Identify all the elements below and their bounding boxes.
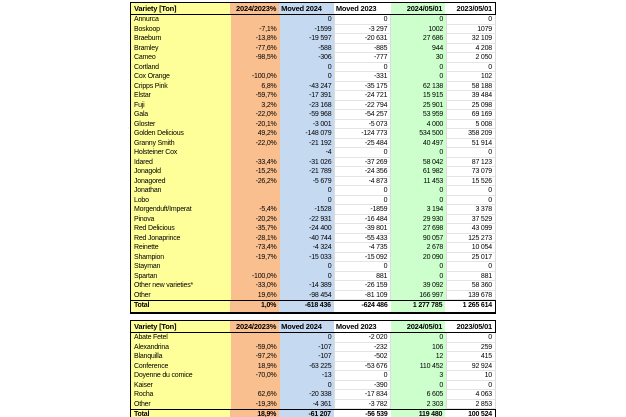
moved-2024-cell[interactable]: -17 391 — [280, 91, 335, 101]
moved-2024-cell[interactable]: -107 — [280, 352, 335, 362]
pct-cell[interactable]: -77,6% — [231, 44, 280, 54]
stock-2024-cell[interactable]: 2 678 — [391, 243, 446, 253]
stock-2024-cell[interactable]: 0 — [391, 272, 446, 282]
table-row — [131, 63, 496, 73]
pears-table-body — [131, 333, 496, 417]
stock-2023-cell[interactable]: 37 529 — [446, 215, 496, 225]
variety-cell[interactable]: Rocha — [131, 390, 231, 400]
moved-2023-cell[interactable]: -24 721 — [334, 91, 391, 101]
variety-cell[interactable]: Jonagold — [131, 167, 231, 177]
stock-2024-cell[interactable]: 106 — [391, 343, 446, 353]
pct-cell[interactable]: -26,2% — [231, 177, 280, 187]
variety-cell[interactable]: Conference — [131, 362, 231, 372]
stock-2023-cell[interactable]: 10 — [446, 371, 496, 381]
pct-cell[interactable]: -100,0% — [231, 72, 280, 82]
moved-2024-cell[interactable]: 0 — [280, 186, 335, 196]
apples-table-body — [131, 15, 496, 314]
stock-2024-cell[interactable]: 0 — [391, 196, 446, 206]
variety-cell[interactable]: Kaiser — [131, 381, 231, 391]
moved-2024-cell[interactable]: -15 033 — [280, 253, 335, 263]
variety-cell[interactable]: Reinette — [131, 243, 231, 253]
moved-2024-cell[interactable]: -14 389 — [280, 281, 335, 291]
moved-2023-cell[interactable]: -1859 — [334, 205, 391, 215]
stock-2024-cell[interactable]: 4 000 — [391, 120, 446, 130]
table-row — [131, 110, 496, 120]
pct-cell[interactable]: -59,0% — [231, 343, 280, 353]
table-row — [131, 362, 496, 372]
pct-cell[interactable] — [231, 381, 280, 391]
moved-2023-cell[interactable]: -55 433 — [334, 234, 391, 244]
variety-cell[interactable]: Bramley — [131, 44, 231, 54]
moved-2023-cell[interactable]: -56 539 — [334, 410, 391, 417]
stock-2024-cell[interactable]: 3 — [391, 371, 446, 381]
table-row — [131, 101, 496, 111]
col-header-2024-05-01[interactable]: 2024/05/01 — [391, 321, 446, 332]
moved-2024-cell[interactable]: -21 789 — [280, 167, 335, 177]
variety-cell[interactable]: Annurca — [131, 15, 231, 25]
stock-2023-cell[interactable]: 1 265 614 — [445, 301, 495, 312]
stock-2024-cell[interactable]: 20 090 — [391, 253, 446, 263]
variety-cell[interactable]: Morgenduft/Imperat — [131, 205, 231, 215]
moved-2024-cell[interactable]: -98 454 — [280, 291, 335, 301]
moved-2023-cell[interactable]: -4 873 — [334, 177, 391, 187]
pct-cell[interactable]: -13,8% — [231, 34, 280, 44]
pct-cell[interactable]: 3,2% — [231, 101, 280, 111]
moved-2024-cell[interactable]: -19 597 — [280, 34, 335, 44]
col-header-moved-2023[interactable]: Moved 2023 — [334, 3, 391, 14]
stock-2023-cell[interactable]: 259 — [446, 343, 496, 353]
stock-2024-cell[interactable]: 30 — [391, 53, 446, 63]
stock-2024-cell[interactable]: 62 138 — [391, 82, 446, 92]
variety-cell[interactable]: Doyenne du comice — [131, 371, 231, 381]
stock-2023-cell[interactable]: 0 — [446, 381, 496, 391]
variety-cell[interactable]: Other — [131, 400, 231, 410]
stock-2024-cell[interactable]: 534 500 — [391, 129, 446, 139]
variety-cell[interactable]: Pinova — [131, 215, 231, 225]
col-header-moved-2024[interactable]: Moved 2024 — [279, 321, 334, 332]
table-row — [131, 400, 496, 410]
stock-2024-cell[interactable]: 27 698 — [391, 224, 446, 234]
variety-cell[interactable]: Other — [131, 291, 231, 301]
stock-2023-cell[interactable]: 1079 — [446, 25, 496, 35]
table-row — [131, 234, 496, 244]
stock-2023-cell[interactable]: 92 924 — [446, 362, 496, 372]
variety-cell[interactable]: Lobo — [131, 196, 231, 206]
variety-cell[interactable]: Other new varieties* — [131, 281, 231, 291]
stock-2023-cell[interactable]: 139 678 — [446, 291, 496, 301]
stock-2023-cell[interactable]: 102 — [446, 72, 496, 82]
col-header-2023-05-01[interactable]: 2023/05/01 — [445, 321, 495, 332]
stock-2023-cell[interactable]: 5 008 — [446, 120, 496, 130]
stock-2024-cell[interactable]: 15 915 — [391, 91, 446, 101]
pct-cell[interactable]: -22,0% — [231, 139, 280, 149]
pct-cell[interactable]: -20,1% — [231, 120, 280, 130]
stock-2023-cell[interactable]: 39 484 — [446, 91, 496, 101]
stock-2024-cell[interactable]: 27 686 — [391, 34, 446, 44]
variety-cell[interactable]: Stayman — [131, 262, 231, 272]
moved-2024-cell[interactable]: -107 — [280, 343, 335, 353]
moved-2023-cell[interactable]: -15 092 — [334, 253, 391, 263]
variety-cell[interactable]: Blanquilla — [131, 352, 231, 362]
moved-2023-cell[interactable]: -17 834 — [334, 390, 391, 400]
stock-2024-cell[interactable]: 90 057 — [391, 234, 446, 244]
moved-2024-cell[interactable]: -43 247 — [280, 82, 335, 92]
stock-2023-cell[interactable]: 25 017 — [446, 253, 496, 263]
stock-2024-cell[interactable]: 61 982 — [391, 167, 446, 177]
stock-2023-cell[interactable]: 43 099 — [446, 224, 496, 234]
table-row — [131, 186, 496, 196]
table-row — [131, 72, 496, 82]
variety-cell[interactable]: Alexandrina — [131, 343, 231, 353]
col-header-variety[interactable]: Variety [Ton] — [131, 3, 230, 14]
stock-2024-cell[interactable]: 29 930 — [391, 215, 446, 225]
moved-2024-cell[interactable]: 0 — [280, 63, 335, 73]
moved-2024-cell[interactable]: -40 744 — [280, 234, 335, 244]
table-row — [131, 352, 496, 362]
pct-cell[interactable]: -33,4% — [231, 158, 280, 168]
variety-cell[interactable]: Idared — [131, 158, 231, 168]
variety-cell[interactable]: Elstar — [131, 91, 231, 101]
moved-2024-cell[interactable]: -61 207 — [279, 410, 334, 417]
moved-2024-cell[interactable]: -1528 — [280, 205, 335, 215]
apples-header-row — [131, 2, 496, 15]
moved-2023-cell[interactable]: 0 — [334, 148, 391, 158]
moved-2024-cell[interactable]: 0 — [280, 262, 335, 272]
variety-cell[interactable]: Braeburn — [131, 34, 231, 44]
stock-2023-cell[interactable]: 0 — [446, 186, 496, 196]
table-row — [131, 167, 496, 177]
pct-cell[interactable]: -19,3% — [231, 400, 280, 410]
stock-2024-cell[interactable]: 3 194 — [391, 205, 446, 215]
pct-cell[interactable]: -15,2% — [231, 167, 280, 177]
moved-2023-cell[interactable]: -5 073 — [334, 120, 391, 130]
moved-2023-cell[interactable]: 0 — [334, 15, 391, 25]
moved-2023-cell[interactable]: -3 782 — [334, 400, 391, 410]
moved-2023-cell[interactable]: -331 — [334, 72, 391, 82]
moved-2024-cell[interactable]: -3 001 — [280, 120, 335, 130]
moved-2023-cell[interactable]: -39 801 — [334, 224, 391, 234]
table-row — [131, 34, 496, 44]
table-row — [131, 333, 496, 343]
table-row — [131, 148, 496, 158]
pct-cell[interactable]: -73,4% — [231, 243, 280, 253]
stock-2023-cell[interactable]: 415 — [446, 352, 496, 362]
variety-cell[interactable]: Jonagored — [131, 177, 231, 187]
stock-2024-cell[interactable]: 0 — [391, 262, 446, 272]
variety-cell[interactable]: Cameo — [131, 53, 231, 63]
pct-cell[interactable]: -98,5% — [231, 53, 280, 63]
stock-2023-cell[interactable]: 125 273 — [446, 234, 496, 244]
stock-2024-cell[interactable]: 2 303 — [391, 400, 446, 410]
moved-2024-cell[interactable]: 0 — [280, 15, 335, 25]
pct-cell[interactable] — [231, 63, 280, 73]
variety-cell[interactable]: Total — [131, 301, 230, 312]
moved-2023-cell[interactable]: -35 175 — [334, 82, 391, 92]
variety-cell[interactable]: Abate Fetel — [131, 333, 231, 343]
moved-2024-cell[interactable]: -4 — [280, 148, 335, 158]
total-row — [131, 409, 496, 417]
moved-2023-cell[interactable]: -3 297 — [334, 25, 391, 35]
table-row — [131, 381, 496, 391]
moved-2023-cell[interactable]: -22 794 — [334, 101, 391, 111]
moved-2023-cell[interactable]: -24 356 — [334, 167, 391, 177]
stock-2024-cell[interactable]: 0 — [391, 333, 446, 343]
variety-cell[interactable]: Gloster — [131, 120, 231, 130]
moved-2024-cell[interactable]: -59 968 — [280, 110, 335, 120]
moved-2024-cell[interactable]: -4 324 — [280, 243, 335, 253]
col-header-2023-05-01[interactable]: 2023/05/01 — [445, 3, 495, 14]
table-row — [131, 158, 496, 168]
stock-2023-cell[interactable]: 2 853 — [446, 400, 496, 410]
stock-2024-cell[interactable]: 0 — [391, 186, 446, 196]
pct-cell[interactable]: 18,9% — [230, 410, 279, 417]
moved-2023-cell[interactable]: -777 — [334, 53, 391, 63]
apples-table — [130, 2, 496, 314]
table-row — [131, 15, 496, 25]
table-row — [131, 177, 496, 187]
pct-cell[interactable]: -22,0% — [231, 110, 280, 120]
table-row — [131, 82, 496, 92]
stock-2023-cell[interactable]: 4 063 — [446, 390, 496, 400]
moved-2023-cell[interactable]: 0 — [334, 63, 391, 73]
moved-2023-cell[interactable]: -26 159 — [334, 281, 391, 291]
moved-2023-cell[interactable]: -37 269 — [334, 158, 391, 168]
pct-cell[interactable]: -100,0% — [231, 272, 280, 282]
col-header-moved-2024[interactable]: Moved 2024 — [279, 3, 334, 14]
moved-2024-cell[interactable]: 0 — [280, 72, 335, 82]
moved-2023-cell[interactable]: 0 — [334, 371, 391, 381]
pct-cell[interactable] — [231, 148, 280, 158]
moved-2023-cell[interactable]: 0 — [334, 196, 391, 206]
stock-2023-cell[interactable]: 0 — [446, 15, 496, 25]
col-header-pct[interactable]: 2024/2023% — [230, 321, 279, 332]
stock-2023-cell[interactable]: 87 123 — [446, 158, 496, 168]
moved-2023-cell[interactable]: -4 735 — [334, 243, 391, 253]
moved-2023-cell[interactable]: -232 — [334, 343, 391, 353]
moved-2023-cell[interactable]: 0 — [334, 262, 391, 272]
moved-2024-cell[interactable]: -618 436 — [279, 301, 334, 312]
moved-2024-cell[interactable]: -21 192 — [280, 139, 335, 149]
col-header-variety[interactable]: Variety [Ton] — [131, 321, 230, 332]
moved-2023-cell[interactable]: -53 676 — [334, 362, 391, 372]
stock-2024-cell[interactable]: 11 453 — [391, 177, 446, 187]
table-row — [131, 129, 496, 139]
pct-cell[interactable]: 62,6% — [231, 390, 280, 400]
stock-2023-cell[interactable]: 100 524 — [445, 410, 495, 417]
pct-cell[interactable]: 1,0% — [230, 301, 279, 312]
table-row — [131, 53, 496, 63]
pct-cell[interactable]: -28,1% — [231, 234, 280, 244]
moved-2023-cell[interactable]: -81 109 — [334, 291, 391, 301]
pct-cell[interactable]: -7,1% — [231, 25, 280, 35]
moved-2024-cell[interactable]: -5 679 — [280, 177, 335, 187]
variety-cell[interactable]: Boskoop — [131, 25, 231, 35]
stock-2023-cell[interactable]: 69 169 — [446, 110, 496, 120]
table-row — [131, 371, 496, 381]
variety-cell[interactable]: Granny Smith — [131, 139, 231, 149]
stock-2023-cell[interactable]: 15 526 — [446, 177, 496, 187]
pct-cell[interactable]: -33,0% — [231, 281, 280, 291]
pct-cell[interactable]: 6,8% — [231, 82, 280, 92]
stock-2024-cell[interactable]: 0 — [391, 15, 446, 25]
table-row — [131, 291, 496, 301]
moved-2024-cell[interactable]: -22 931 — [280, 215, 335, 225]
col-header-2024-05-01[interactable]: 2024/05/01 — [391, 3, 446, 14]
stock-2024-cell[interactable]: 944 — [391, 44, 446, 54]
moved-2024-cell[interactable]: -4 361 — [280, 400, 335, 410]
stock-2023-cell[interactable]: 2 050 — [446, 53, 496, 63]
variety-cell[interactable]: Total — [131, 410, 230, 417]
stock-2023-cell[interactable]: 51 914 — [446, 139, 496, 149]
pct-cell[interactable]: -19,7% — [231, 253, 280, 263]
stock-2024-cell[interactable]: 166 997 — [391, 291, 446, 301]
total-row — [131, 300, 496, 314]
table-row — [131, 343, 496, 353]
variety-cell[interactable]: Golden Delicious — [131, 129, 231, 139]
variety-cell[interactable]: Jonathan — [131, 186, 231, 196]
table-row — [131, 272, 496, 282]
pct-cell[interactable]: 18,9% — [231, 362, 280, 372]
variety-cell[interactable]: Fuji — [131, 101, 231, 111]
table-row — [131, 120, 496, 130]
stock-2023-cell[interactable]: 58 360 — [446, 281, 496, 291]
table-row — [131, 196, 496, 206]
pct-cell[interactable]: -5,4% — [231, 205, 280, 215]
moved-2023-cell[interactable]: -25 484 — [334, 139, 391, 149]
stock-2024-cell[interactable]: 119 480 — [391, 410, 446, 417]
table-row — [131, 390, 496, 400]
moved-2023-cell[interactable]: -54 257 — [334, 110, 391, 120]
moved-2024-cell[interactable]: -148 079 — [280, 129, 335, 139]
pct-cell[interactable]: -97,2% — [231, 352, 280, 362]
table-row — [131, 224, 496, 234]
stock-2024-cell[interactable]: 53 959 — [391, 110, 446, 120]
moved-2023-cell[interactable]: -502 — [334, 352, 391, 362]
variety-cell[interactable]: Gala — [131, 110, 231, 120]
moved-2024-cell[interactable]: -306 — [280, 53, 335, 63]
table-row — [131, 205, 496, 215]
variety-cell[interactable]: Red Delicious — [131, 224, 231, 234]
table-row — [131, 281, 496, 291]
moved-2024-cell[interactable]: 0 — [280, 196, 335, 206]
variety-cell[interactable]: Holsteiner Cox — [131, 148, 231, 158]
moved-2023-cell[interactable]: -624 486 — [334, 301, 391, 312]
moved-2024-cell[interactable]: 0 — [280, 333, 335, 343]
pct-cell[interactable] — [231, 262, 280, 272]
pct-cell[interactable]: -59,7% — [231, 91, 280, 101]
moved-2023-cell[interactable]: -885 — [334, 44, 391, 54]
moved-2023-cell[interactable]: 881 — [334, 272, 391, 282]
pct-cell[interactable]: -70,0% — [231, 371, 280, 381]
moved-2023-cell[interactable]: -2 020 — [334, 333, 391, 343]
variety-cell[interactable]: Cortland — [131, 63, 231, 73]
table-row — [131, 253, 496, 263]
variety-cell[interactable]: Red Jonaprince — [131, 234, 231, 244]
stock-2023-cell[interactable]: 32 109 — [446, 34, 496, 44]
table-row — [131, 262, 496, 272]
moved-2024-cell[interactable]: -588 — [280, 44, 335, 54]
stock-2023-cell[interactable]: 4 208 — [446, 44, 496, 54]
pct-cell[interactable]: 19,6% — [231, 291, 280, 301]
moved-2023-cell[interactable]: -20 631 — [334, 34, 391, 44]
pears-header-row — [131, 320, 496, 333]
stock-2024-cell[interactable]: 110 452 — [391, 362, 446, 372]
moved-2024-cell[interactable]: -1599 — [280, 25, 335, 35]
moved-2024-cell[interactable]: -63 225 — [280, 362, 335, 372]
table-row — [131, 215, 496, 225]
stock-2024-cell[interactable]: 0 — [391, 72, 446, 82]
moved-2023-cell[interactable]: -16 484 — [334, 215, 391, 225]
pears-table — [130, 320, 496, 417]
pct-cell[interactable] — [231, 15, 280, 25]
moved-2024-cell[interactable]: -13 — [280, 371, 335, 381]
stock-2024-cell[interactable]: 1 277 785 — [391, 301, 446, 312]
pct-cell[interactable]: -20,2% — [231, 215, 280, 225]
stock-2024-cell[interactable]: 12 — [391, 352, 446, 362]
stock-2024-cell[interactable]: 1002 — [391, 25, 446, 35]
moved-2024-cell[interactable]: 0 — [280, 381, 335, 391]
pct-cell[interactable] — [231, 333, 280, 343]
stock-2023-cell[interactable]: 0 — [446, 63, 496, 73]
stock-2024-cell[interactable]: 0 — [391, 148, 446, 158]
table-row — [131, 91, 496, 101]
moved-2024-cell[interactable]: 0 — [280, 272, 335, 282]
stock-2023-cell[interactable]: 881 — [446, 272, 496, 282]
pct-cell[interactable]: 49,2% — [231, 129, 280, 139]
moved-2024-cell[interactable]: -23 168 — [280, 101, 335, 111]
variety-cell[interactable]: Spartan — [131, 272, 231, 282]
variety-cell[interactable]: Shampion — [131, 253, 231, 263]
stock-2024-cell[interactable]: 40 497 — [391, 139, 446, 149]
moved-2024-cell[interactable]: -20 338 — [280, 390, 335, 400]
col-header-pct[interactable]: 2024/2023% — [230, 3, 279, 14]
table-row — [131, 25, 496, 35]
stock-2024-cell[interactable]: 6 605 — [391, 390, 446, 400]
stock-2023-cell[interactable]: 73 079 — [446, 167, 496, 177]
stock-2023-cell[interactable]: 3 378 — [446, 205, 496, 215]
moved-2023-cell[interactable]: -124 773 — [334, 129, 391, 139]
pct-cell[interactable] — [231, 186, 280, 196]
table-row — [131, 139, 496, 149]
stock-2024-cell[interactable]: 0 — [391, 63, 446, 73]
stock-2024-cell[interactable]: 39 092 — [391, 281, 446, 291]
stock-2023-cell[interactable]: 0 — [446, 196, 496, 206]
variety-cell[interactable]: Cox Orange — [131, 72, 231, 82]
variety-cell[interactable]: Cripps Pink — [131, 82, 231, 92]
stock-2023-cell[interactable]: 358 209 — [446, 129, 496, 139]
stock-2023-cell[interactable]: 0 — [446, 333, 496, 343]
pct-cell[interactable]: -35,7% — [231, 224, 280, 234]
stock-2023-cell[interactable]: 58 188 — [446, 82, 496, 92]
stock-2023-cell[interactable]: 25 098 — [446, 101, 496, 111]
stock-2024-cell[interactable]: 58 042 — [391, 158, 446, 168]
stock-2023-cell[interactable]: 0 — [446, 262, 496, 272]
table-row — [131, 243, 496, 253]
stock-2023-cell[interactable]: 0 — [446, 148, 496, 158]
stock-2023-cell[interactable]: 10 054 — [446, 243, 496, 253]
moved-2023-cell[interactable]: 0 — [334, 186, 391, 196]
col-header-moved-2023[interactable]: Moved 2023 — [334, 321, 391, 332]
pct-cell[interactable] — [231, 196, 280, 206]
stock-2024-cell[interactable]: 25 901 — [391, 101, 446, 111]
table-row — [131, 44, 496, 54]
stock-2024-cell[interactable]: 0 — [391, 381, 446, 391]
moved-2023-cell[interactable]: -390 — [334, 381, 391, 391]
moved-2024-cell[interactable]: -24 400 — [280, 224, 335, 234]
moved-2024-cell[interactable]: -31 026 — [280, 158, 335, 168]
